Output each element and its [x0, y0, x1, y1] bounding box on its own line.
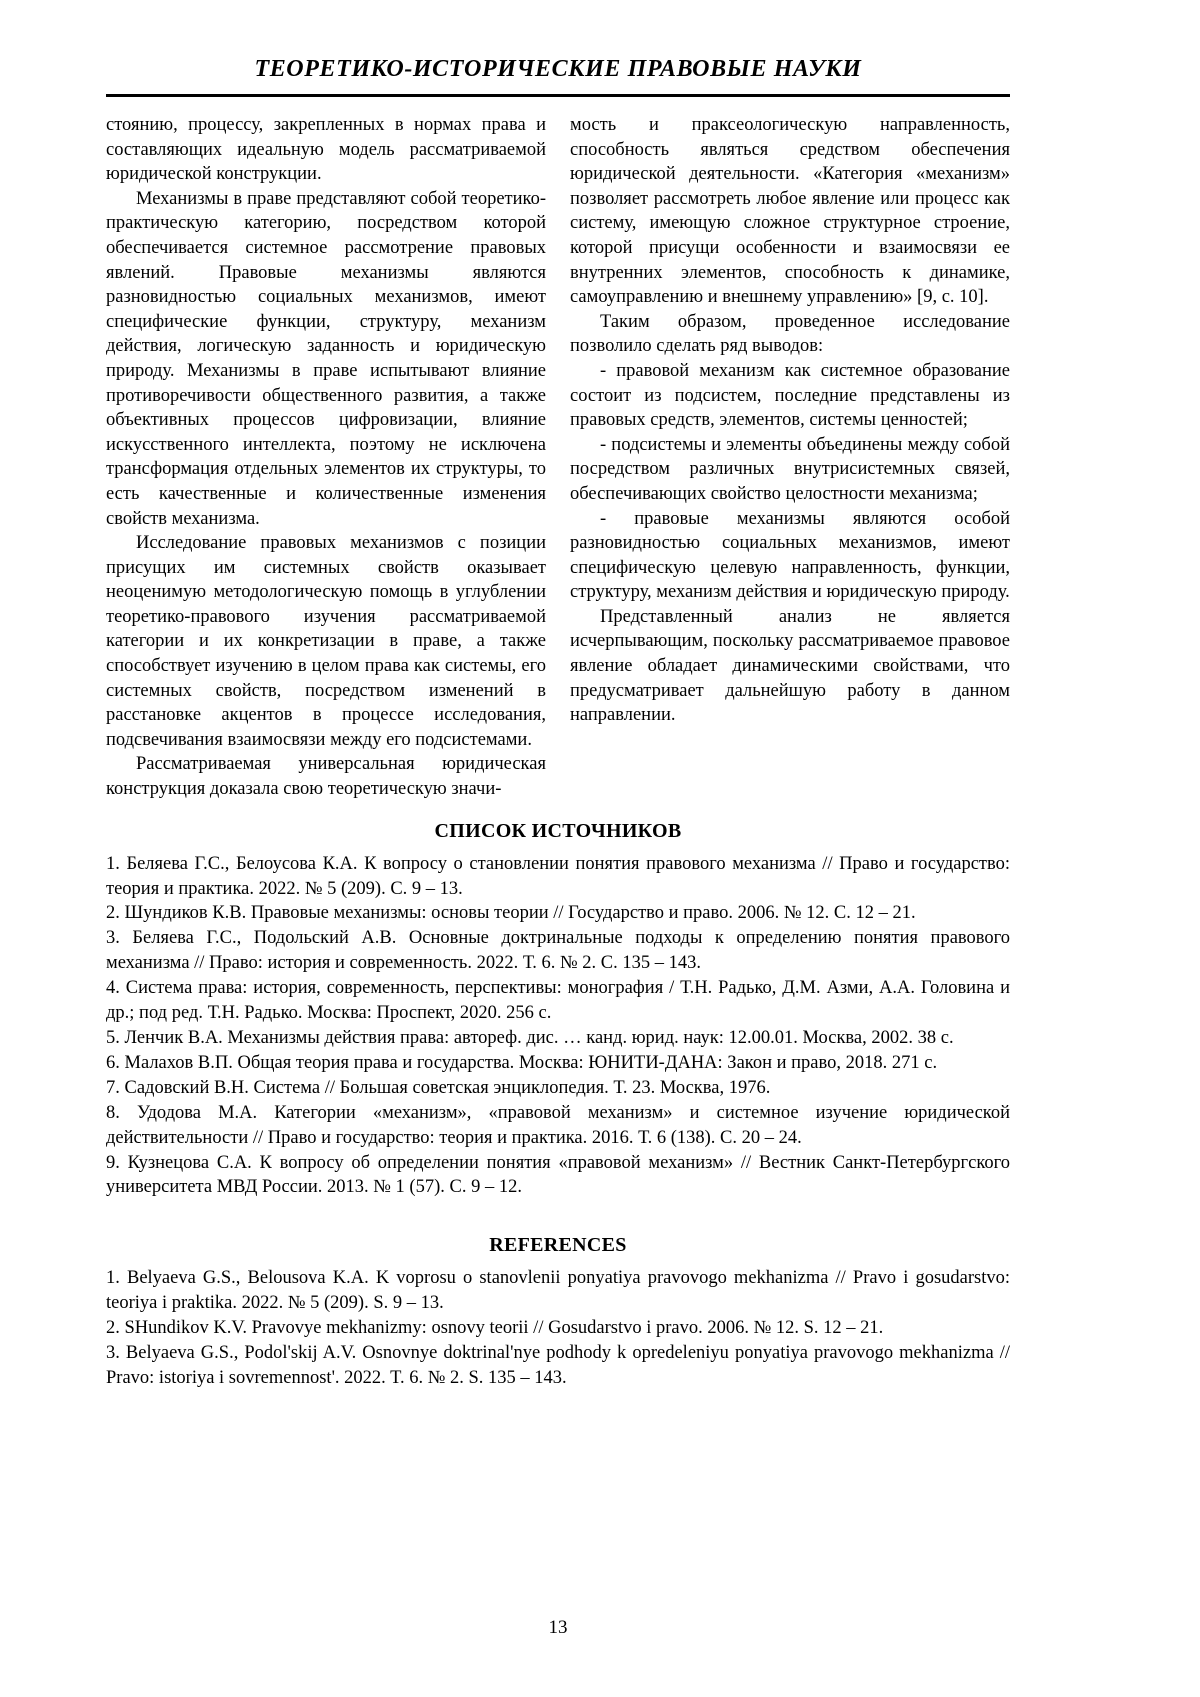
page-number: 13: [548, 1617, 568, 1638]
body-paragraph: стоянию, процессу, закрепленных в нормах права и составляющих идеальную модель рассматриваемой юридической конструкции.: [106, 115, 546, 185]
body-paragraph: Таким образом, проведенное исследование позволило сделать ряд выводов:: [570, 311, 1010, 357]
left-column: [106, 113, 546, 802]
source-item: 9. Кузнецова С.А. К вопросу об определении понятия «правовой механизм» // Вестник Санкт-Петербургского университета МВД России. 2013. № 1 (57). С. 9 – 12.: [106, 1152, 1010, 1198]
body-paragraph: - правовые механизмы являются особой разновидностью социальных механизмов, имеют специфическую целевую направленность, функции, структуру, механизм действия и юридическую природу.: [570, 508, 1010, 603]
source-item: 2. Шундиков К.В. Правовые механизмы: основы теории // Государство и право. 2006. № 12. С. 12 – 21.: [106, 903, 916, 924]
references-list: [106, 1266, 1010, 1391]
page-header: [106, 56, 1010, 97]
running-head: ТЕОРЕТИКО-ИСТОРИЧЕСКИЕ ПРАВОВЫЕ НАУКИ: [106, 56, 1010, 97]
source-item: 3. Беляева Г.С., Подольский А.В. Основные доктринальные подходы к определению понятия правового механизма // Право: история и современность. 2022. Т. 6. № 2. С. 135 – 143.: [106, 928, 1010, 974]
body-text: [106, 113, 1010, 802]
source-item: 6. Малахов В.П. Общая теория права и государства. Москва: ЮНИТИ-ДАНА: Закон и право, 2018. 271 с.: [106, 1052, 938, 1073]
references-section: [106, 1234, 1010, 1391]
sources-title: СПИСОК ИСТОЧНИКОВ: [434, 819, 682, 842]
body-paragraph: Исследование правовых механизмов с позиции присущих им системных свойств оказывает неоценимую методологическую помощь в углублении теоретико-правового изучения рассматриваемой категории и их конкретизации в праве, а также способствует изучению в целом права как системы, его системных свойств, посредством изменений в расстановке акцентов в процессе исследования, подсвечивания взаимосвязи между его подсистемами.: [106, 533, 546, 750]
source-item: 8. Удодова М.А. Категории «механизм», «правовой механизм» и системное изучение юридической действительности // Право и государство: теория и практика. 2016. Т. 6 (138). С. 20 – 24.: [106, 1102, 1010, 1148]
body-paragraph: - подсистемы и элементы объединены между собой посредством различных внутрисистемных связей, обеспечивающих свойство целостности механизма;: [570, 434, 1010, 504]
body-paragraph: Рассматриваемая универсальная юридическая конструкция доказала свою теоретическую значи-: [106, 754, 546, 800]
source-item: 5. Ленчик В.А. Механизмы действия права: автореф. дис. … канд. юрид. наук: 12.00.01. Москва, 2002. 38 с.: [106, 1027, 954, 1048]
body-paragraph: - правовой механизм как системное образование состоит из подсистем, последние представлены из правовых средств, элементов, системы ценностей;: [570, 360, 1010, 431]
reference-item: 1. Belyaeva G.S., Belousova K.A. K voprosu o stanovlenii ponyatiya pravovogo mekhanizma // Pravo i gosudarstvo: teoriya i praktika. 2022. № 5 (209). S. 9 – 13.: [106, 1268, 1010, 1314]
reference-item: 3. Belyaeva G.S., Podol'skij A.V. Osnovnye doktrinal'nye podhody k opredeleniyu ponyatiya pravovogo mekhanizma // Pravo: istoriya i sovremennost'. 2022. T. 6. № 2. S. 135 – 143.: [106, 1343, 1010, 1388]
source-item: 1. Беляева Г.С., Белоусова К.А. К вопросу о становлении понятия правового механизма // Право и государство: теория и практика. 2022. № 5 (209). С. 9 – 13.: [106, 853, 1010, 899]
body-paragraph: Представленный анализ не является исчерпывающим, поскольку рассматриваемое правовое явление обладает динамическими свойствами, что предусматривает дальнейшую работу в данном направлении.: [570, 606, 1010, 726]
body-paragraph: Механизмы в праве представляют собой теоретико-практическую категорию, посредством которой обеспечивается системное рассмотрение правовых явлений. Правовые механизмы являются разновидностью социальных механизмов, имеют специфические функции, структуру, механизм действия, логическую заданность и юридическую природу. Механизмы в праве испытывают влияние противоречивости общественного развития, а также объективных процессов цифровизации, влияние искусственного интеллекта, поэтому не исключена трансформация отдельных элементов их структуры, то есть качественные и количественные изменения свойств механизма.: [106, 188, 546, 529]
sources-section: [106, 820, 1010, 1201]
source-item: 4. Система права: история, современность, перспективы: монография / Т.Н. Радько, Д.М. Азми, А.А. Головина и др.; под ред. Т.Н. Радько. Москва: Проспект, 2020. 256 с.: [106, 978, 1010, 1024]
sources-list: [106, 852, 1010, 1201]
source-item: 7. Садовский В.Н. Система // Большая советская энциклопедия. Т. 23. Москва, 1976.: [106, 1077, 771, 1098]
body-paragraph: мость и праксеологическую направленность, способность являться средством обеспечения юридической деятельности. «Категория «механизм» позволяет рассмотреть любое явление или процесс как систему, имеющую сложное структурное строение, которой присущи особенности и взаимосвязи ее внутренних элементов, способность к динамике, самоуправлению и внешнему управлению» [9, с. 10].: [570, 115, 1010, 308]
right-column: [570, 113, 1010, 802]
references-title: REFERENCES: [489, 1234, 627, 1257]
reference-item: 2. SHundikov K.V. Pravovye mekhanizmy: osnovy teorii // Gosudarstvo i pravo. 2006. № 12. S. 12 – 21.: [106, 1318, 884, 1339]
